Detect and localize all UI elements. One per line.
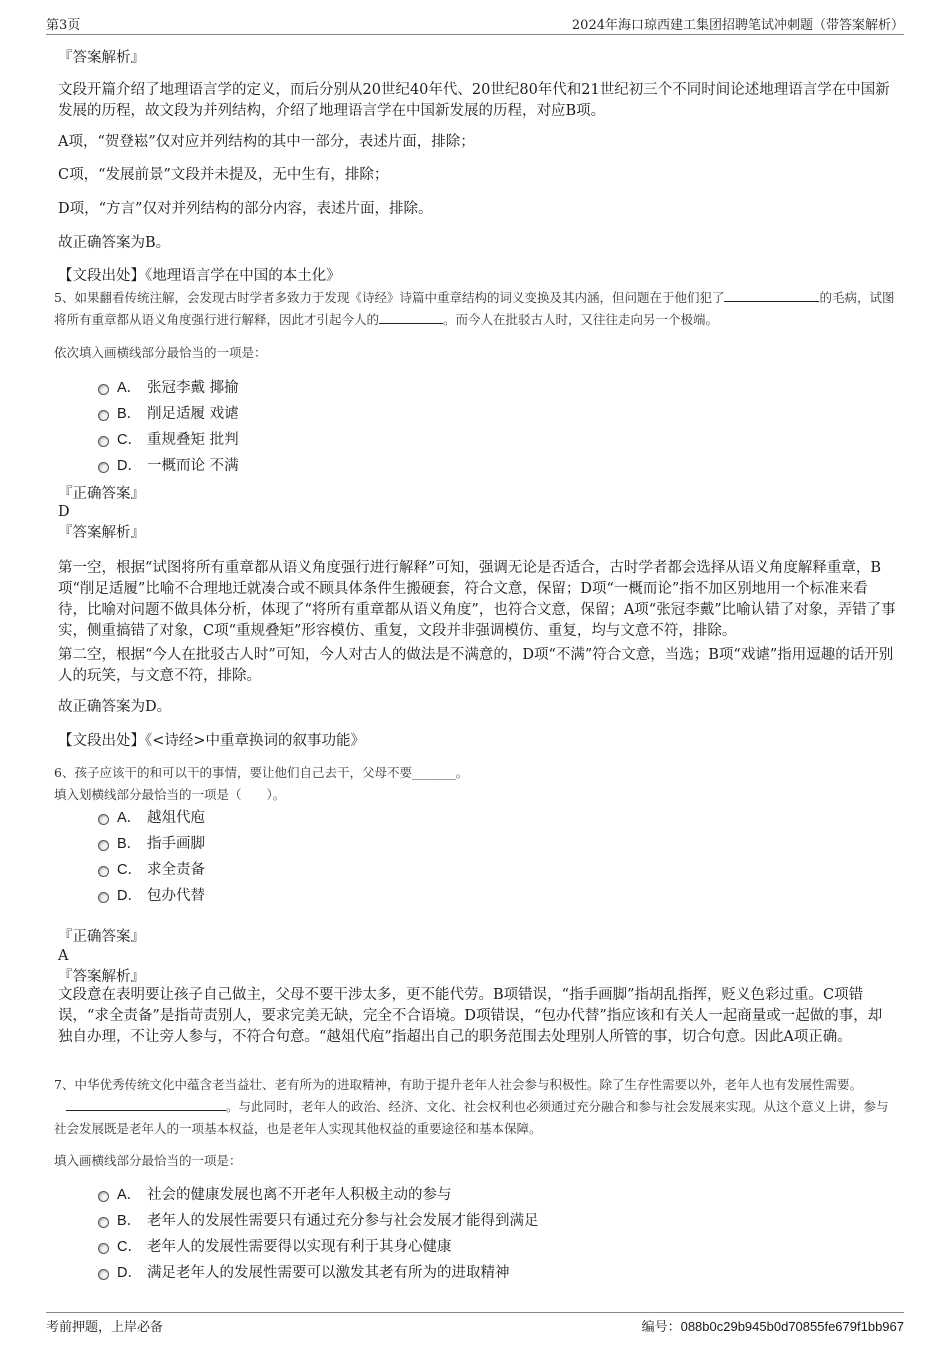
q7-option-d[interactable]: D． 满足老年人的发展性需要可以激发其老有所为的进取精神 (98, 1263, 510, 1283)
q5-answer: D (58, 504, 70, 520)
q7-option-c[interactable]: C． 老年人的发展性需要得以实现有利于其身心健康 (98, 1237, 452, 1257)
q4-analysis-label: 『答案解析』 (58, 50, 145, 66)
q6-answer: A (58, 948, 69, 964)
q6-analysis-label: 『答案解析』 (58, 969, 145, 985)
footer-slogan: 考前押题，上岸必备 (46, 1320, 164, 1335)
q5-prompt: 依次填入画横线部分最恰当的一项是： (54, 345, 267, 360)
radio-button-icon[interactable] (98, 866, 109, 877)
radio-button-icon[interactable] (98, 384, 109, 395)
q6-option-a[interactable]: A． 越俎代庖 (98, 808, 205, 828)
radio-button-icon[interactable] (98, 840, 109, 851)
q5-analysis-p1: 第一空，根据“试图将所有重章都从语义角度强行进行解释”可知，强调无论是否适合，古时学者都会选择从语义角度解释重章，B项“削足适履”比喻不合理地迁就凑合或不顾具体条件生搬硬套，符合文意，保留；D项“一概而论”指不加区别地用一个标准来看待，比喻对问题不做具体分析，体现了“将所有重章都从语义角度”，也符合文意，保留；A项“张冠李戴”比喻认错了对象，弄错了事实，侧重搞错了对象，C项“重规叠矩”形容模仿、重复，文段并非强调模仿、重复，均与文意不符，排除。 (58, 560, 896, 639)
radio-button-icon[interactable] (98, 1217, 109, 1228)
q5-analysis-label: 『答案解析』 (58, 525, 145, 541)
radio-button-icon[interactable] (98, 892, 109, 903)
radio-button-icon[interactable] (98, 1269, 109, 1280)
q4-analysis-p5: 故正确答案为B。 (58, 235, 171, 251)
q4-source: 【文段出处】《地理语言学在中国的本土化》 (58, 268, 341, 284)
page-number: 第3页 (46, 18, 81, 33)
radio-button-icon[interactable] (98, 1191, 109, 1202)
radio-button-icon[interactable] (98, 410, 109, 421)
q4-analysis-p3: C项，“发展前景”文段并未提及，无中生有，排除； (58, 167, 389, 183)
q6-option-c[interactable]: C． 求全责备 (98, 860, 205, 880)
q4-analysis-p1: 文段开篇介绍了地理语言学的定义，而后分别从20世纪40年代、20世纪80年代和21世纪初三个不同时间论述地理语言学在中国新发展的历程，故文段为并列结构，介绍了地理语言学在中国新发展的历程，对应B项。 (58, 82, 890, 119)
q6-answer-label: 『正确答案』 (58, 929, 145, 945)
q5-stem: 5、如果翻看传统注解，会发现古时学者多致力于发现《诗经》诗篇中重章结构的词义变换及其内涵，但问题在于他们犯了 的毛病，试图将所有重章都从语义角度强行进行解释，因此才引起今人的 。而今人在批驳古人时，又往往走向另一个极端。 (54, 287, 896, 331)
q5-source: 【文段出处】《<诗经>中重章换词的叙事功能》 (58, 733, 366, 749)
q6-analysis-p1: 文段意在表明要让孩子自己做主，父母不要干涉太多，更不能代劳。B项错误，“指手画脚”指胡乱指挥，贬义色彩过重。C项错误，“求全责备”是指苛责别人，要求完美无缺，完全不合语境。D项错误，“包办代替”指应该和有关人一起商量或一起做的事，却独自办理，不让旁人参与，不符合句意。“越俎代庖”指超出自己的职务范围去处理别人所管的事，切合句意。因此A项正确。 (58, 987, 883, 1045)
document-title: 2024年海口琼西建工集团招聘笔试冲刺题（带答案解析） (571, 18, 904, 33)
q6-stem: 6、孩子应该干的和可以干的事情，要让他们自己去干，父母不要_______。 (54, 765, 469, 780)
q5-option-d[interactable]: D． 一概而论 不满 (98, 456, 239, 476)
radio-button-icon[interactable] (98, 436, 109, 447)
radio-button-icon[interactable] (98, 814, 109, 825)
q5-analysis-p2: 第二空，根据“今人在批驳古人时”可知，今人对古人的做法是不满意的，D项“不满”符合文意，当选；B项“戏谑”指用逗趣的话开别人的玩笑，与文意不符，排除。 (58, 647, 894, 684)
q5-option-a[interactable]: A． 张冠李戴 揶揄 (98, 378, 239, 398)
q4-analysis-p4: D项，“方言”仅对并列结构的部分内容，表述片面，排除。 (58, 201, 433, 217)
q6-option-b[interactable]: B． 指手画脚 (98, 834, 205, 854)
q5-option-b[interactable]: B． 削足适履 戏谑 (98, 404, 239, 424)
q7-option-a[interactable]: A． 社会的健康发展也离不开老年人积极主动的参与 (98, 1185, 452, 1205)
q5-answer-label: 『正确答案』 (58, 486, 145, 502)
q7-prompt: 填入画横线部分最恰当的一项是： (54, 1153, 242, 1168)
q5-analysis-p3: 故正确答案为D。 (58, 699, 172, 715)
answer-blank (379, 309, 443, 324)
q7-option-b[interactable]: B． 老年人的发展性需要只有通过充分参与社会发展才能得到满足 (98, 1211, 539, 1231)
page-header (46, 14, 904, 35)
document-code: 编号：088b0c29b945b0d70855fe679f1bb967 (641, 1319, 904, 1335)
radio-button-icon[interactable] (98, 1243, 109, 1254)
q6-prompt: 填入划横线部分最恰当的一项是（ ）。 (54, 787, 286, 802)
page-footer (46, 1312, 904, 1335)
answer-blank (66, 1096, 226, 1111)
q5-option-c[interactable]: C． 重规叠矩 批判 (98, 430, 239, 450)
radio-button-icon[interactable] (98, 462, 109, 473)
q4-analysis-p2: A项，“贺登崧”仅对应并列结构的其中一部分，表述片面，排除； (58, 134, 475, 150)
q7-stem: 7、中华优秀传统文化中蕴含老当益壮、老有所为的进取精神，有助于提升老年人社会参与积极性。除了生存性需要以外，老年人也有发展性需要。。与此同时，老年人的政治、经济、文化、社会权利也必须通过充分融合和参与社会发展来实现。从这个意义上讲，参与社会发展既是老年人的一项基本权益，也是老年人实现其他权益的重要途径和基本保障。 (54, 1077, 889, 1136)
answer-blank (724, 287, 819, 302)
q6-option-d[interactable]: D． 包办代替 (98, 886, 205, 906)
